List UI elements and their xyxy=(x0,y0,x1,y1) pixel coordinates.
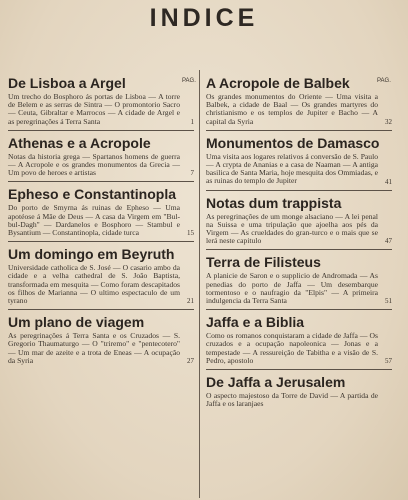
entry-heading: Notas dum trappista xyxy=(206,194,342,211)
entry-summary: Do porto de Smyrna ás ruinas de Epheso — Uma apotéose á Mãe de Deus — A casa da Virgem em "Bul-bul-Dagh" — Dardanelos e Bosphoro — Stambul e Bysantium — Constantinopla, cidade turca xyxy=(8,203,180,238)
divider xyxy=(206,369,392,370)
divider xyxy=(206,190,392,191)
divider xyxy=(206,130,392,131)
entry-heading: Um domingo em Beyruth xyxy=(8,246,175,263)
column-divider xyxy=(199,70,200,498)
entry-summary: Os grandes monumentos do Oriente — Uma visita a Balbek, a cidade de Baal — Os grandes martyres do christianismo e os templos de Jupiter e Bacho — A capital da Syria xyxy=(206,92,378,126)
entry-heading: Terra de Filisteus xyxy=(206,254,321,271)
entry-summary: As peregrinações de um monge alsaciano — A lei penal na Suissa e uma tripulação que ajoelha aos pés da Virgem — As crueldades do gran-turco e o mais que se lerá neste capitulo xyxy=(206,211,378,246)
index-entry xyxy=(206,315,392,365)
entry-page-number: 47 xyxy=(385,237,392,246)
entry-summary: A planicie de Saron e o supplicio de Andromada — As penedias do porto de Jaffa — Um desembarque tormentoso e o naufragio da "Elpis" — A primeira indulgencia da Terra Santa xyxy=(206,271,378,306)
entry-summary: Universidade catholica de S. José — O casario ambo da cidade e a velha cathedral de S. João Baptista, transformada em mesquita — Como foram descapitados os filhos de Marianna — O ultimo espectaculo de um tyrano xyxy=(8,263,180,306)
left-column xyxy=(8,76,194,365)
entry-heading: Jaffa e a Biblia xyxy=(206,314,305,331)
divider xyxy=(8,241,194,242)
index-entry xyxy=(206,255,392,305)
entry-page-number: 41 xyxy=(385,177,392,186)
divider xyxy=(8,309,194,310)
divider xyxy=(8,130,194,131)
index-entry xyxy=(8,76,194,126)
pag-label-left: PAG. xyxy=(182,78,196,84)
index-entry xyxy=(8,136,194,178)
entry-page-number: 32 xyxy=(385,117,392,126)
entry-page-number: 15 xyxy=(187,229,194,238)
entry-page-number: 21 xyxy=(187,297,194,306)
entry-heading: Athenas e a Acropole xyxy=(8,134,151,151)
right-column xyxy=(206,76,392,408)
entry-heading: De Jaffa a Jerusalem xyxy=(206,374,346,391)
entry-heading: Monumentos de Damasco xyxy=(206,134,380,151)
index-entry xyxy=(8,187,194,237)
index-entry xyxy=(206,196,392,246)
index-entry xyxy=(8,315,194,365)
entry-page-number: 27 xyxy=(187,357,194,366)
index-entry xyxy=(8,247,194,305)
pag-label-right: PAG. xyxy=(377,78,391,84)
entry-summary: Como os romanos conquistaram a cidade de Jaffa — Os cruzados e a ocupação napoleonica — Jonas e a tempestade — A ressureição de Tabitha e a visão de S. Pedro, apostolo xyxy=(206,331,378,365)
entry-heading: Um plano de viagem xyxy=(8,314,145,331)
entry-summary: As peregrinações á Terra Santa e os Cruzados — S. Gregorio Thaumaturgo — O "triremo" e "pentecotero" — Um mar de azeite e a trota de Eneas — A ocupação da Syria xyxy=(8,331,180,365)
entry-heading: Epheso e Constantinopla xyxy=(8,186,177,203)
entry-heading: De Lisboa a Argel xyxy=(8,75,126,91)
entry-summary: Uma visita aos logares relativos á conversão de S. Paulo — A crypta de Ananias e a casa de Naaman — A antiga basilica de Santa Maria, hoje mesquita dos Ommiadas, e as ruinas do templo de Jupiter xyxy=(206,151,378,186)
entry-summary: Notas da historia grega — Spartanos homens de guerra — A Acropole e os grandes monumentos da Grecia — Um povo de heroes e artistas xyxy=(8,151,180,178)
index-entry xyxy=(206,76,392,126)
page-title: INDICE xyxy=(149,4,259,32)
divider xyxy=(206,249,392,250)
entry-page-number: 1 xyxy=(190,117,194,126)
divider xyxy=(206,309,392,310)
index-entry xyxy=(206,375,392,408)
index-entry xyxy=(206,136,392,186)
entry-heading: A Acropole de Balbek xyxy=(206,75,350,91)
entry-summary: Um trecho do Bosphoro ás portas de Lisboa — A torre de Belem e as serras de Sintra — O promontorio Sacro — Ceuta, Gibraltar e Marrocos — A cidade de Argel e as peregrinações á Terra Santa xyxy=(8,92,180,126)
entry-page-number: 51 xyxy=(385,297,392,306)
divider xyxy=(8,181,194,182)
entry-summary: O aspecto majestoso da Torre de David — A partida de Jaffa e os laranjaes xyxy=(206,391,378,409)
entry-page-number: 57 xyxy=(385,357,392,366)
entry-page-number: 7 xyxy=(190,169,194,178)
